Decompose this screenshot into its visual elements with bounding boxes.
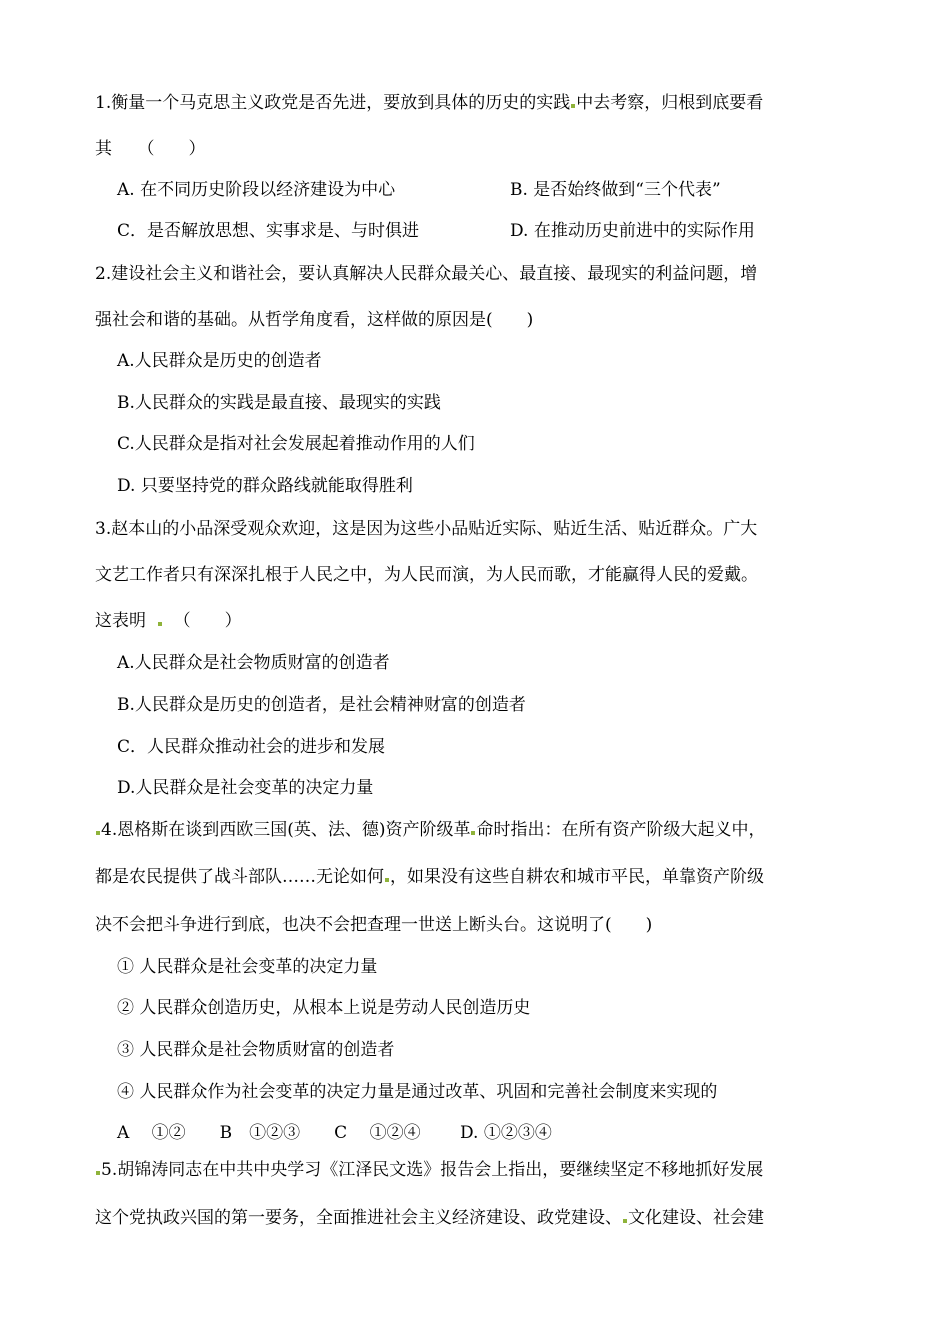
mark-dot <box>571 104 575 108</box>
q4-statement-1: ① 人民群众是社会变革的决定力量 <box>117 957 378 977</box>
q4-statement-2: ② 人民群众创造历史，从根本上说是劳动人民创造历史 <box>117 998 531 1018</box>
q2-stem-line2: 强社会和谐的基础。从哲学角度看，这样做的原因是( ) <box>95 310 534 330</box>
mark-dot <box>158 622 162 626</box>
q4-stem-line3: 决不会把斗争进行到底，也决不会把查理一世送上断头台。这说明了( ) <box>95 915 653 935</box>
mark-dot <box>385 878 389 882</box>
q2-stem-line1: 2.建设社会主义和谐社会，要认真解决人民群众最关心、最直接、最现实的利益问题，增 <box>95 264 758 284</box>
q3-stem-line3: 这表明 （ ） <box>95 611 242 631</box>
q1-options-row1 <box>117 175 857 200</box>
q3-stem-line2: 文艺工作者只有深深扎根于人民之中，为人民而演，为人民而歌，才能赢得人民的爱戴。 <box>95 565 758 585</box>
q4-stem-line2: 都是农民提供了战斗部队……无论如何 ，如果没有这些自耕农和城市平民，单靠资产阶级 <box>95 867 764 887</box>
q1-stem-line1: 1.衡量一个马克思主义政党是否先进，要放到具体的历史的实践 中去考察，归根到底要看 <box>95 93 764 113</box>
q3-option-a: A.人民群众是社会物质财富的创造者 <box>117 653 390 673</box>
q3-option-d: D.人民群众是社会变革的决定力量 <box>117 778 374 798</box>
mark-dot <box>623 1219 627 1223</box>
q2-option-b: B.人民群众的实践是最直接、最现实的实践 <box>117 393 441 413</box>
q2-option-d: D. 只要坚持党的群众路线就能取得胜利 <box>117 476 413 496</box>
q1-stem-line2: 其 （ ） <box>95 139 206 159</box>
mark-dot <box>471 831 475 835</box>
q3-option-b: B.人民群众是历史的创造者，是社会精神财富的创造者 <box>117 695 526 715</box>
mark-dot <box>96 831 100 835</box>
q5-stem-line2: 这个党执政兴国的第一要务，全面推进社会主义经济建设、政党建设、 文化建设、社会建 <box>95 1208 764 1228</box>
q2-option-c: C.人民群众是指对社会发展起着推动作用的人们 <box>117 434 475 454</box>
q4-statement-3: ③ 人民群众是社会物质财富的创造者 <box>117 1040 395 1060</box>
q4-statement-4: ④ 人民群众作为社会变革的决定力量是通过改革、巩固和完善社会制度来实现的 <box>117 1082 718 1102</box>
mark-dot <box>96 1171 100 1175</box>
q4-stem-line1: 4.恩格斯在谈到西欧三国(英、法、德)资产阶级革 命时指出：在所有资产阶级大起义中， <box>95 815 865 840</box>
q3-option-c: C．人民群众推动社会的进步和发展 <box>117 737 386 757</box>
q5-stem-line1: 5.胡锦涛同志在中共中央学习《江泽民文选》报告会上指出，要继续坚定不移地抓好发展 <box>95 1155 865 1180</box>
q1-option-d: D. 在推动历史前进中的实际作用 <box>510 221 755 241</box>
q3-stem-line1: 3.赵本山的小品深受观众欢迎，这是因为这些小品贴近实际、贴近生活、贴近群众。广大 <box>95 519 758 539</box>
q1-option-c: C．是否解放思想、实事求是、与时俱进 <box>117 221 420 241</box>
q2-option-a: A.人民群众是历史的创造者 <box>117 351 322 371</box>
q4-choices: A ①② B ①②③ C ①②④ D. ①②③④ <box>117 1123 552 1143</box>
q1-options-row2 <box>117 216 857 241</box>
q1-option-a: A. 在不同历史阶段以经济建设为中心 <box>117 180 396 200</box>
q1-option-b: B. 是否始终做到“三个代表” <box>510 180 721 200</box>
